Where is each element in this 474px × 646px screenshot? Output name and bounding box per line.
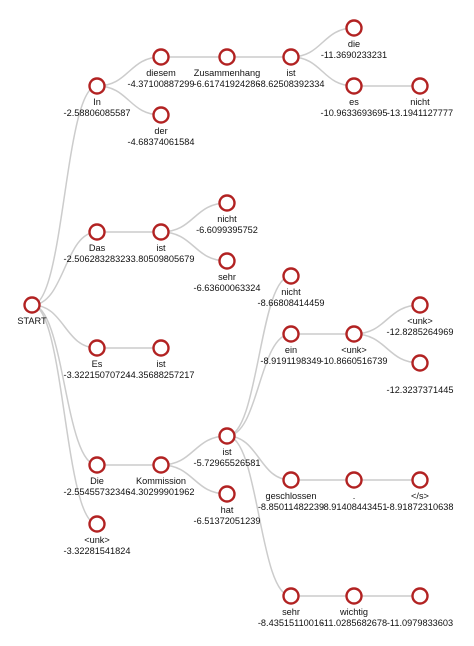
tree-node-nicht_k[interactable] (258, 269, 325, 309)
tree-node-unk_ein[interactable] (321, 327, 388, 367)
node-score: -11.3690233231 (320, 50, 388, 60)
tree-node-last[interactable] (387, 589, 453, 629)
node-score: -12.3237371445 (386, 385, 454, 395)
node-score: -5.72965526581 (193, 458, 261, 468)
node-circle[interactable] (220, 487, 235, 502)
node-score: -2.58806085587 (63, 108, 131, 118)
tree-node-unnamed[interactable] (387, 356, 454, 396)
node-circle[interactable] (90, 225, 105, 240)
node-circle[interactable] (347, 327, 362, 342)
node-score: -8.43515110016 (257, 618, 325, 628)
node-score: -3.32215070724 (63, 370, 131, 380)
tree-node-ist_top[interactable] (258, 50, 325, 90)
node-circle[interactable] (413, 473, 428, 488)
node-word: nicht (281, 287, 301, 297)
node-word: In (93, 97, 101, 107)
node-circle[interactable] (90, 517, 105, 532)
node-word: <unk> (407, 316, 433, 326)
tree-node-sehr_das[interactable] (194, 254, 261, 294)
node-score: -12.8285264969 (386, 327, 454, 337)
node-circle[interactable] (154, 341, 169, 356)
node-circle[interactable] (220, 50, 235, 65)
tree-node-geschlossen[interactable] (258, 473, 324, 513)
node-word: <unk> (341, 345, 367, 355)
node-score: -4.37100887299 (127, 79, 195, 89)
node-score: -3.80509805679 (127, 254, 195, 264)
node-score: -11.0285682678 (320, 618, 388, 628)
tree-node-das[interactable] (64, 225, 131, 265)
node-score: -8.9191198349 (260, 356, 322, 366)
node-circle[interactable] (284, 269, 299, 284)
edge-ist_k-ein (227, 334, 291, 436)
node-circle[interactable] (284, 473, 299, 488)
node-circle[interactable] (284, 327, 299, 342)
node-word: ist (156, 359, 166, 369)
node-score: -10.9633693695 (320, 108, 388, 118)
node-word: geschlossen (265, 491, 317, 501)
node-score: -4.68374061584 (127, 137, 195, 147)
tree-node-es_top[interactable] (321, 79, 388, 119)
node-word: wichtig (339, 607, 369, 617)
tree-node-sehr_k[interactable] (258, 589, 324, 629)
node-word: sehr (218, 272, 236, 282)
tree-node-die_top[interactable] (321, 21, 387, 61)
node-score: -2.55455732346 (63, 487, 131, 497)
node-score: -13.1941127777 (386, 108, 454, 118)
node-word: . (352, 491, 356, 501)
node-circle[interactable] (413, 589, 428, 604)
node-word: Kommission (135, 476, 187, 486)
node-score: -6.6099395752 (196, 225, 258, 235)
node-circle[interactable] (90, 341, 105, 356)
tree-node-die1[interactable] (64, 458, 131, 498)
edge-start-die1 (32, 305, 97, 465)
node-score: -8.85011482239 (257, 502, 325, 512)
node-circle[interactable] (220, 196, 235, 211)
node-circle[interactable] (347, 79, 362, 94)
tree-node-hat[interactable] (194, 487, 261, 527)
node-circle[interactable] (154, 108, 169, 123)
node-word: </s> (411, 491, 429, 501)
node-word: nicht (217, 214, 237, 224)
node-word: ist (222, 447, 232, 457)
tree-node-in[interactable] (64, 79, 131, 119)
node-word: der (154, 126, 168, 136)
node-circle[interactable] (25, 298, 40, 313)
node-word: Es (91, 359, 103, 369)
tree-node-zus[interactable] (194, 50, 261, 90)
tree-node-wichtig[interactable] (321, 589, 387, 629)
node-word: es (349, 97, 359, 107)
node-word: ein (284, 345, 298, 355)
tree-node-unk_ein2[interactable] (387, 298, 454, 338)
node-circle[interactable] (154, 50, 169, 65)
tree-node-der[interactable] (128, 108, 195, 148)
node-circle[interactable] (220, 254, 235, 269)
edge-start-das (32, 232, 97, 305)
tree-node-unk1[interactable] (64, 517, 131, 557)
node-circle[interactable] (154, 225, 169, 240)
node-score: -3.32281541824 (63, 546, 131, 556)
node-score: -6.51372051239 (193, 516, 261, 526)
node-word: diesem (146, 68, 176, 78)
node-circle[interactable] (284, 589, 299, 604)
edge-start-in (32, 86, 97, 305)
tree-node-es1[interactable] (64, 341, 131, 381)
node-word: START (17, 316, 47, 326)
node-score: -10.8660516739 (320, 356, 388, 366)
node-score: -4.35688257217 (127, 370, 195, 380)
tree-node-ist_das[interactable] (128, 225, 195, 265)
node-circle[interactable] (220, 429, 235, 444)
node-word: Das (88, 243, 106, 253)
node-circle[interactable] (284, 50, 299, 65)
node-score: -8.62508392334 (257, 79, 325, 89)
node-circle[interactable] (347, 473, 362, 488)
node-circle[interactable] (413, 79, 428, 94)
node-score: -8.91872310638 (386, 502, 454, 512)
node-word: die (347, 39, 361, 49)
node-circle[interactable] (413, 298, 428, 313)
node-word: sehr (282, 607, 300, 617)
node-score: -8.91408443451 (320, 502, 388, 512)
node-word: ist (156, 243, 166, 253)
node-score: -6.63600063324 (193, 283, 261, 293)
tree-node-diesem[interactable] (128, 50, 195, 90)
tree-node-ist_es[interactable] (128, 341, 195, 381)
tree-node-ein[interactable] (260, 327, 321, 367)
node-circle[interactable] (154, 458, 169, 473)
node-word: hat (220, 505, 234, 515)
node-circle[interactable] (90, 458, 105, 473)
node-score: -2.50628328323 (63, 254, 131, 264)
node-word: Die (90, 476, 104, 486)
node-score: -8.66808414459 (257, 298, 325, 308)
tree-node-kommission[interactable] (128, 458, 195, 498)
tree-node-eos[interactable] (387, 473, 454, 513)
node-circle[interactable] (347, 589, 362, 604)
tree-node-nicht_top[interactable] (387, 79, 453, 119)
node-circle[interactable] (347, 21, 362, 36)
tree-node-nicht_das[interactable] (196, 196, 258, 236)
node-score: -6.61741924286 (193, 79, 261, 89)
node-circle[interactable] (413, 356, 428, 371)
tree-node-dot[interactable] (321, 473, 388, 513)
node-word: <unk> (84, 535, 110, 545)
node-circle[interactable] (90, 79, 105, 94)
node-word: ist (286, 68, 296, 78)
node-score: -4.30299901962 (127, 487, 195, 497)
node-score: -11.0979833603 (386, 618, 454, 628)
node-layer (17, 21, 453, 629)
node-word: nicht (410, 97, 430, 107)
node-word: Zusammenhang (193, 68, 261, 78)
